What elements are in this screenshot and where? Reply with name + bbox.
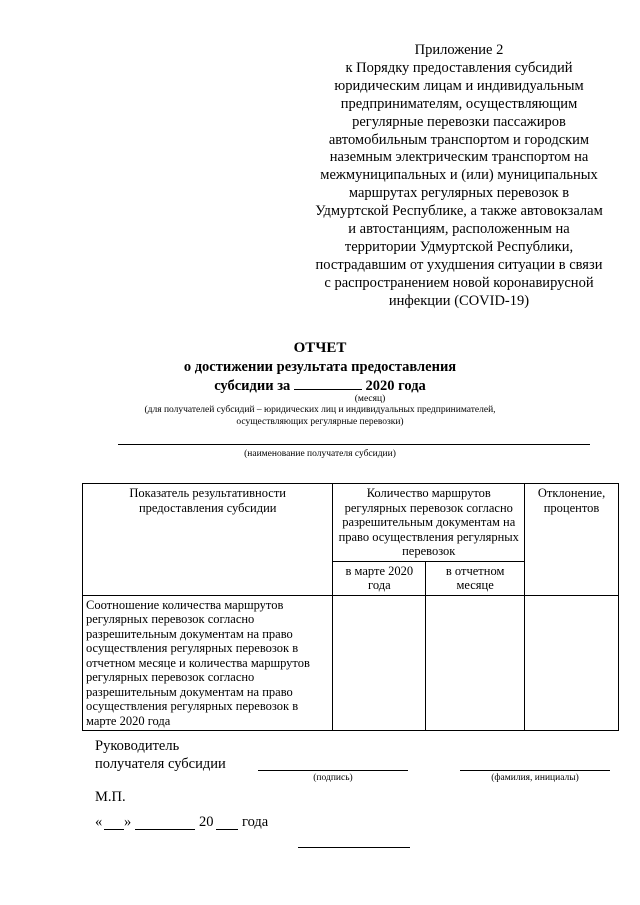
date-year-prefix: 20 bbox=[199, 814, 214, 830]
appendix-line: межмуниципальных и (или) муниципальных bbox=[320, 167, 598, 184]
appendix-line: инфекции (COVID-19) bbox=[388, 292, 530, 309]
period-prefix: субсидии за bbox=[214, 378, 291, 394]
recipients-note-2: осуществляющих регулярные перевозки) bbox=[236, 417, 404, 427]
report-subtitle: о достижении результата предоставления bbox=[183, 359, 457, 375]
date-suffix: года bbox=[242, 814, 269, 830]
cell-march-value[interactable] bbox=[333, 595, 426, 731]
recipient-name-line bbox=[118, 444, 590, 445]
head-label-line2: получателя субсидии bbox=[95, 756, 226, 772]
header-routes: Количество маршрутов регулярных перевозок согласно разрешительным документам на право осуществления регулярных перевозок bbox=[333, 484, 525, 562]
month-caption: (месяц) bbox=[354, 394, 386, 404]
appendix-line: к Порядку предоставления субсидий bbox=[345, 59, 573, 76]
appendix-line: автомобильным транспортом и городским bbox=[328, 131, 590, 148]
header-deviation: Отклонение, процентов bbox=[525, 484, 619, 596]
table-row bbox=[83, 595, 619, 731]
head-label-line1: Руководитель bbox=[95, 738, 180, 754]
month-name-blank bbox=[135, 829, 195, 830]
appendix-line: маршрутах регулярных перевозок в bbox=[348, 185, 570, 202]
table-header-row bbox=[83, 484, 619, 562]
period-suffix: 2020 года bbox=[365, 378, 426, 394]
header-indicator: Показатель результативности предоставления субсидии bbox=[83, 484, 333, 596]
report-title: ОТЧЕТ bbox=[293, 340, 347, 356]
appendix-line: пострадавшим от ухудшения ситуации в связи bbox=[315, 256, 603, 273]
subheader-current: в отчетном месяце bbox=[426, 561, 525, 595]
signature-caption: (подпись) bbox=[313, 773, 353, 783]
cell-deviation-value[interactable] bbox=[525, 595, 619, 731]
name-caption: (фамилия, инициалы) bbox=[491, 773, 579, 783]
name-line bbox=[460, 770, 610, 771]
appendix-line: предпринимателям, осуществляющим bbox=[340, 95, 578, 112]
cell-current-value[interactable] bbox=[426, 595, 525, 731]
appendix-line: с распространением новой коронавирусной bbox=[324, 274, 594, 291]
subheader-march: в марте 2020 года bbox=[333, 561, 426, 595]
row-indicator: Соотношение количества маршрутов регулярных перевозок согласно разрешительным документам на право осуществления регулярных перевозок в отчетном месяце и количества маршрутов регулярных перевозок согласно разрешительным документам на право осуществления регулярных перевозок в марте 2020 года bbox=[83, 595, 333, 731]
report-period-line bbox=[0, 377, 640, 395]
date-close-quote: » bbox=[124, 814, 132, 830]
bottom-line bbox=[298, 847, 410, 848]
appendix-line: юридическим лицам и индивидуальным bbox=[334, 77, 584, 94]
appendix-line: Приложение 2 bbox=[414, 42, 504, 58]
year-blank bbox=[216, 829, 238, 830]
recipient-caption: (наименование получателя субсидии) bbox=[244, 449, 396, 459]
signature-line bbox=[258, 770, 408, 771]
appendix-line: Удмуртской Республике, а также автовокзалам bbox=[315, 203, 603, 220]
appendix-line: регулярные перевозки пассажиров bbox=[352, 113, 566, 130]
month-blank bbox=[294, 377, 362, 390]
appendix-header bbox=[300, 42, 618, 311]
stamp-label: М.П. bbox=[95, 789, 126, 805]
day-blank bbox=[104, 829, 124, 830]
recipients-note-1: (для получателей субсидий – юридических лиц и индивидуальных предпринимателей, bbox=[144, 405, 496, 415]
report-table bbox=[82, 483, 619, 731]
appendix-line: и автостанциям, расположенным на bbox=[348, 221, 570, 238]
appendix-line: наземным электрическим транспортом на bbox=[329, 149, 589, 166]
date-open-quote: « bbox=[95, 814, 103, 830]
appendix-line: территории Удмуртской Республики, bbox=[344, 238, 574, 255]
